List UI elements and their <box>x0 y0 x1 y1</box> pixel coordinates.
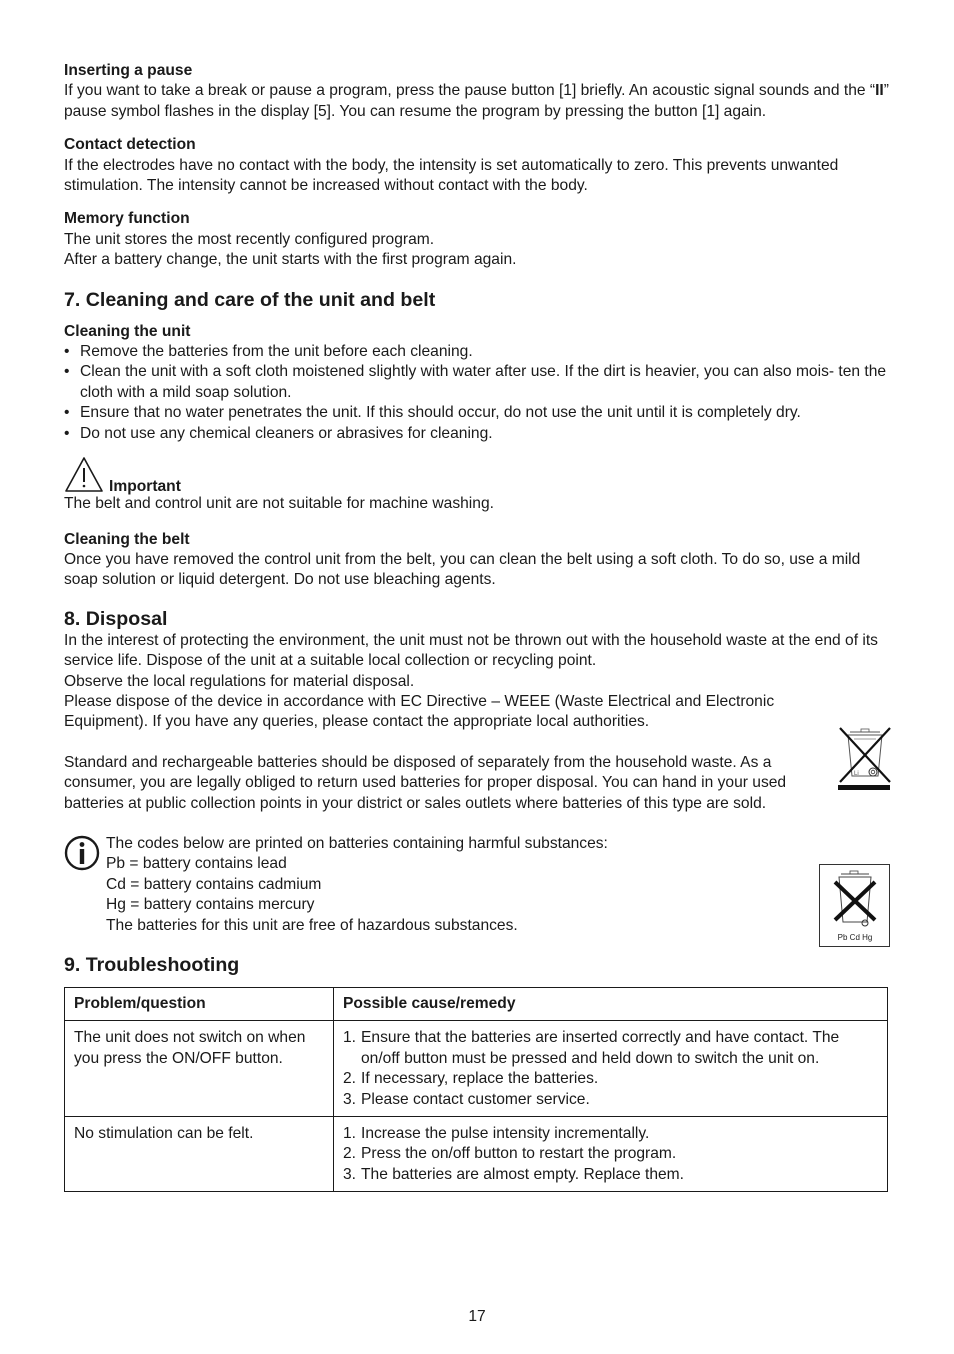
page-content <box>64 61 890 1192</box>
cleaning-bullet: • Remove the batteries from the unit before each cleaning. <box>64 342 890 362</box>
cleaning-bullet: • Clean the unit with a soft cloth moistened slightly with water after use. If the dirt is heavier, you can also mois- ten the cloth with a mild soap solution. <box>64 362 890 403</box>
battery-info-note <box>64 834 890 936</box>
pause-symbol: II <box>875 82 884 100</box>
battery-info-line: The batteries for this unit are free of hazardous substances. <box>106 916 518 934</box>
cleaning-bullet: • Do not use any chemical cleaners or abrasives for cleaning. <box>64 424 890 444</box>
battery-bin-icon <box>819 864 891 954</box>
column-header-remedy: Possible cause/remedy <box>334 988 888 1021</box>
disposal-paragraph: Standard and rechargeable batteries should be disposed of separately from the household waste. As a consumer, you are legally obliged to return used batteries for proper disposal. You can hand in your used batteries at public collection points in your district or sales outlets where batteries of this type are sold. <box>64 753 787 812</box>
remedy-cell <box>334 1021 888 1117</box>
battery-info-line: Cd = battery contains cadmium <box>106 875 322 893</box>
troubleshooting-heading: 9. Troubleshooting <box>64 954 240 976</box>
remedy-item: 3. Please contact customer service. <box>343 1090 590 1108</box>
contact-heading: Contact detection <box>64 136 196 154</box>
important-text: The belt and control unit are not suitable for machine washing. <box>64 495 494 513</box>
warning-icon <box>64 456 104 494</box>
memory-heading: Memory function <box>64 210 190 228</box>
battery-codes-label: Pb Cd Hg <box>837 933 873 942</box>
remedy-item: 1. Increase the pulse intensity incrementally. <box>343 1125 650 1143</box>
disposal-heading: 8. Disposal <box>64 607 168 630</box>
memory-line-1: The unit stores the most recently configured program. <box>64 230 435 248</box>
cleaning-belt-heading: Cleaning the belt <box>64 530 190 548</box>
contact-text: If the electrodes have no contact with the body, the intensity is set automatically to zero. This prevents unwanted stimulation. The intensity cannot be increased without contact with the body. <box>64 156 839 195</box>
table-header-row <box>65 988 888 1021</box>
important-label: Important <box>109 477 181 495</box>
column-header-problem: Problem/question <box>65 988 334 1021</box>
page-number: 17 <box>468 1308 486 1325</box>
battery-info-line: Pb = battery contains lead <box>106 855 287 873</box>
remedy-item: 3. The batteries are almost empty. Replace them. <box>343 1165 684 1183</box>
table-row <box>65 1021 888 1117</box>
problem-cell: The unit does not switch on when you press the ON/OFF button. <box>65 1021 334 1117</box>
important-notice <box>64 456 890 494</box>
pause-heading: Inserting a pause <box>64 62 193 79</box>
disposal-paragraph: In the interest of protecting the environment, the unit must not be thrown out with the household waste at the end of its service life. Dispose of the unit at a suitable local collection or recycling point. <box>64 631 878 670</box>
remedy-item: 1. Ensure that the batteries are inserted correctly and have contact. The on/off button must be pressed and held down to switch the unit on. <box>343 1029 840 1067</box>
battery-info-line: The codes below are printed on batteries containing harmful substances: <box>106 834 608 852</box>
cleaning-heading: 7. Cleaning and care of the unit and belt <box>64 288 436 311</box>
svg-text:Li: Li <box>854 771 859 777</box>
battery-info-lines <box>106 834 608 936</box>
cleaning-unit-heading: Cleaning the unit <box>64 322 191 340</box>
remedy-list <box>343 1124 878 1185</box>
disposal-paragraph: Observe the local regulations for material disposal. <box>64 672 415 690</box>
table-row <box>65 1117 888 1192</box>
weee-bin-icon <box>836 726 892 798</box>
info-icon <box>64 834 106 878</box>
pause-text: If you want to take a break or pause a program, press the pause button [1] briefly. An acoustic signal sounds and the “II” pause symbol flashes in the display [5]. You can resume the program by pressing the button [1] again. <box>64 82 889 120</box>
cleaning-belt-text: Once you have removed the control unit from the belt, you can clean the belt using a soft cloth. To do so, use a mild soap solution or liquid detergent. Do not use bleaching agents. <box>64 550 861 589</box>
cleaning-bullet-list <box>64 342 890 444</box>
disposal-paragraph: Please dispose of the device in accordance with EC Directive – WEEE (Waste Electrical and Electronic Equipment). If you have any queries, please contact the appropriate local authorities. <box>64 692 775 731</box>
remedy-item: 2. If necessary, replace the batteries. <box>343 1070 599 1088</box>
remedy-list <box>343 1028 878 1110</box>
memory-line-2: After a battery change, the unit starts with the first program again. <box>64 251 517 269</box>
troubleshooting-table <box>64 987 888 1192</box>
battery-info-line: Hg = battery contains mercury <box>106 896 315 914</box>
cleaning-bullet: • Ensure that no water penetrates the unit. If this should occur, do not use the unit until it is completely dry. <box>64 403 890 423</box>
remedy-cell <box>334 1117 888 1192</box>
remedy-item: 2. Press the on/off button to restart the program. <box>343 1145 677 1163</box>
problem-cell: No stimulation can be felt. <box>65 1117 334 1192</box>
